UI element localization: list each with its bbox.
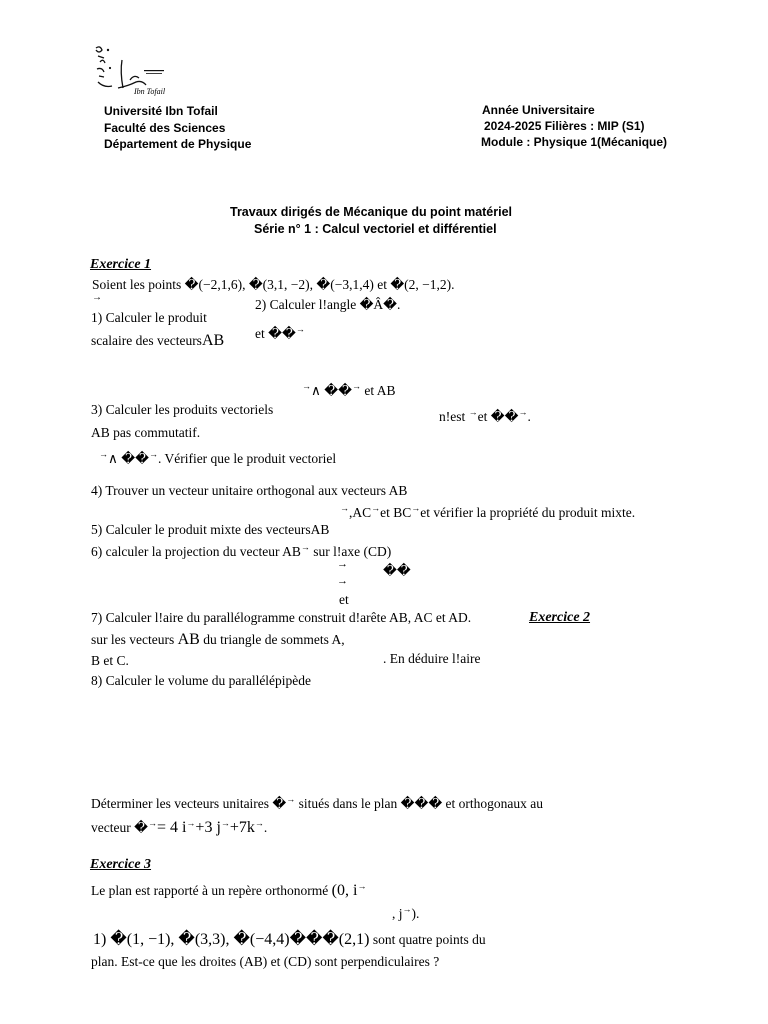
question-6: 6) calculer la projection du vecteur AB→ sur l!axe (CD) xyxy=(91,542,392,559)
question-3: 3) Calculer les produits vectoriels xyxy=(91,402,274,417)
faculty-name: Faculté des Sciences xyxy=(104,121,226,135)
question-4: 4) Trouver un vecteur unitaire orthogonal aux vecteurs AB xyxy=(91,483,408,498)
exercise-2-line-2: vecteur �→= 4 i→+3 j→+7k→. xyxy=(91,818,268,836)
exercise-1-heading: Exercice 1 xyxy=(90,257,152,272)
question-1-line-2: scalaire des vecteursAB xyxy=(91,332,225,349)
exercise-3-line-1: Le plan est rapporté à un repère orthonormé (0, i→ xyxy=(91,881,367,899)
question-4-part-b: →,AC→et BC→et vérifier la propriété du produit mixte. xyxy=(340,503,636,520)
question-3-part-d: →∧ ��→. Vérifier que le produit vectoriel xyxy=(99,449,337,466)
year-and-program: 2024-2025 Filières : MIP (S1) xyxy=(484,119,645,133)
question-7: 7) Calculer l!aire du parallélogramme construit d!arête AB, AC et AD. xyxy=(91,610,472,625)
university-name: Université Ibn Tofail xyxy=(104,104,218,118)
vector-symbol: �� xyxy=(383,563,411,578)
exercise-3-line-2: , j→). xyxy=(392,904,420,921)
university-logo xyxy=(88,42,170,100)
arrow-mark: → xyxy=(337,575,348,587)
document-title: Travaux dirigés de Mécanique du point matériel xyxy=(230,205,513,219)
conjunction-et: et xyxy=(339,592,349,607)
department-name: Département de Physique xyxy=(104,137,252,151)
question-2: 2) Calculer l!angle �Â�. xyxy=(255,297,401,312)
series-title: Série n° 1 : Calcul vectoriel et différentiel xyxy=(254,222,497,236)
exercise-3-line-3: 1) �(1, −1), �(3,3), �(−4,4)���(2,1) sont quatre points du xyxy=(93,931,486,948)
question-1-line-1: 1) Calculer le produit xyxy=(91,310,207,325)
academic-year-label: Année Universitaire xyxy=(482,103,595,117)
svg-text:Ibn Tofail: Ibn Tofail xyxy=(134,87,166,96)
arrow-mark: → xyxy=(92,292,102,303)
question-7-part-c: B et C. xyxy=(91,653,129,668)
question-7-part-b: sur les vecteurs AB du triangle de sommets A, xyxy=(91,631,345,648)
module-name: Module : Physique 1(Mécanique) xyxy=(481,135,668,149)
points-definition: Soient les points �(−2,1,6), �(3,1, −2), �(−3,1,4) et �(2, −1,2). xyxy=(92,277,455,292)
question-5: 5) Calculer le produit mixte des vecteursAB xyxy=(91,522,330,537)
arrow-mark: → xyxy=(337,558,348,570)
exercise-2-line-1: Déterminer les vecteurs unitaires �→ situés dans le plan ��� et orthogonaux au xyxy=(91,794,544,811)
question-3-part-c: AB pas commutatif. xyxy=(91,425,201,440)
exercise-3-heading: Exercice 3 xyxy=(90,857,152,872)
question-8: 8) Calculer le volume du parallélépipède xyxy=(91,673,312,688)
exercise-3-line-4: plan. Est-ce que les droites (AB) et (CD) sont perpendiculaires ? xyxy=(91,954,440,969)
question-7-part-d: . En déduire l!aire xyxy=(383,651,481,666)
exercise-2-heading: Exercice 2 xyxy=(529,610,591,625)
question-1-vectors: et ��→ xyxy=(255,324,305,341)
question-3-part-b: n!est →et ��→. xyxy=(439,407,531,424)
cross-product-expression: →∧ ��→ et AB xyxy=(302,381,396,398)
